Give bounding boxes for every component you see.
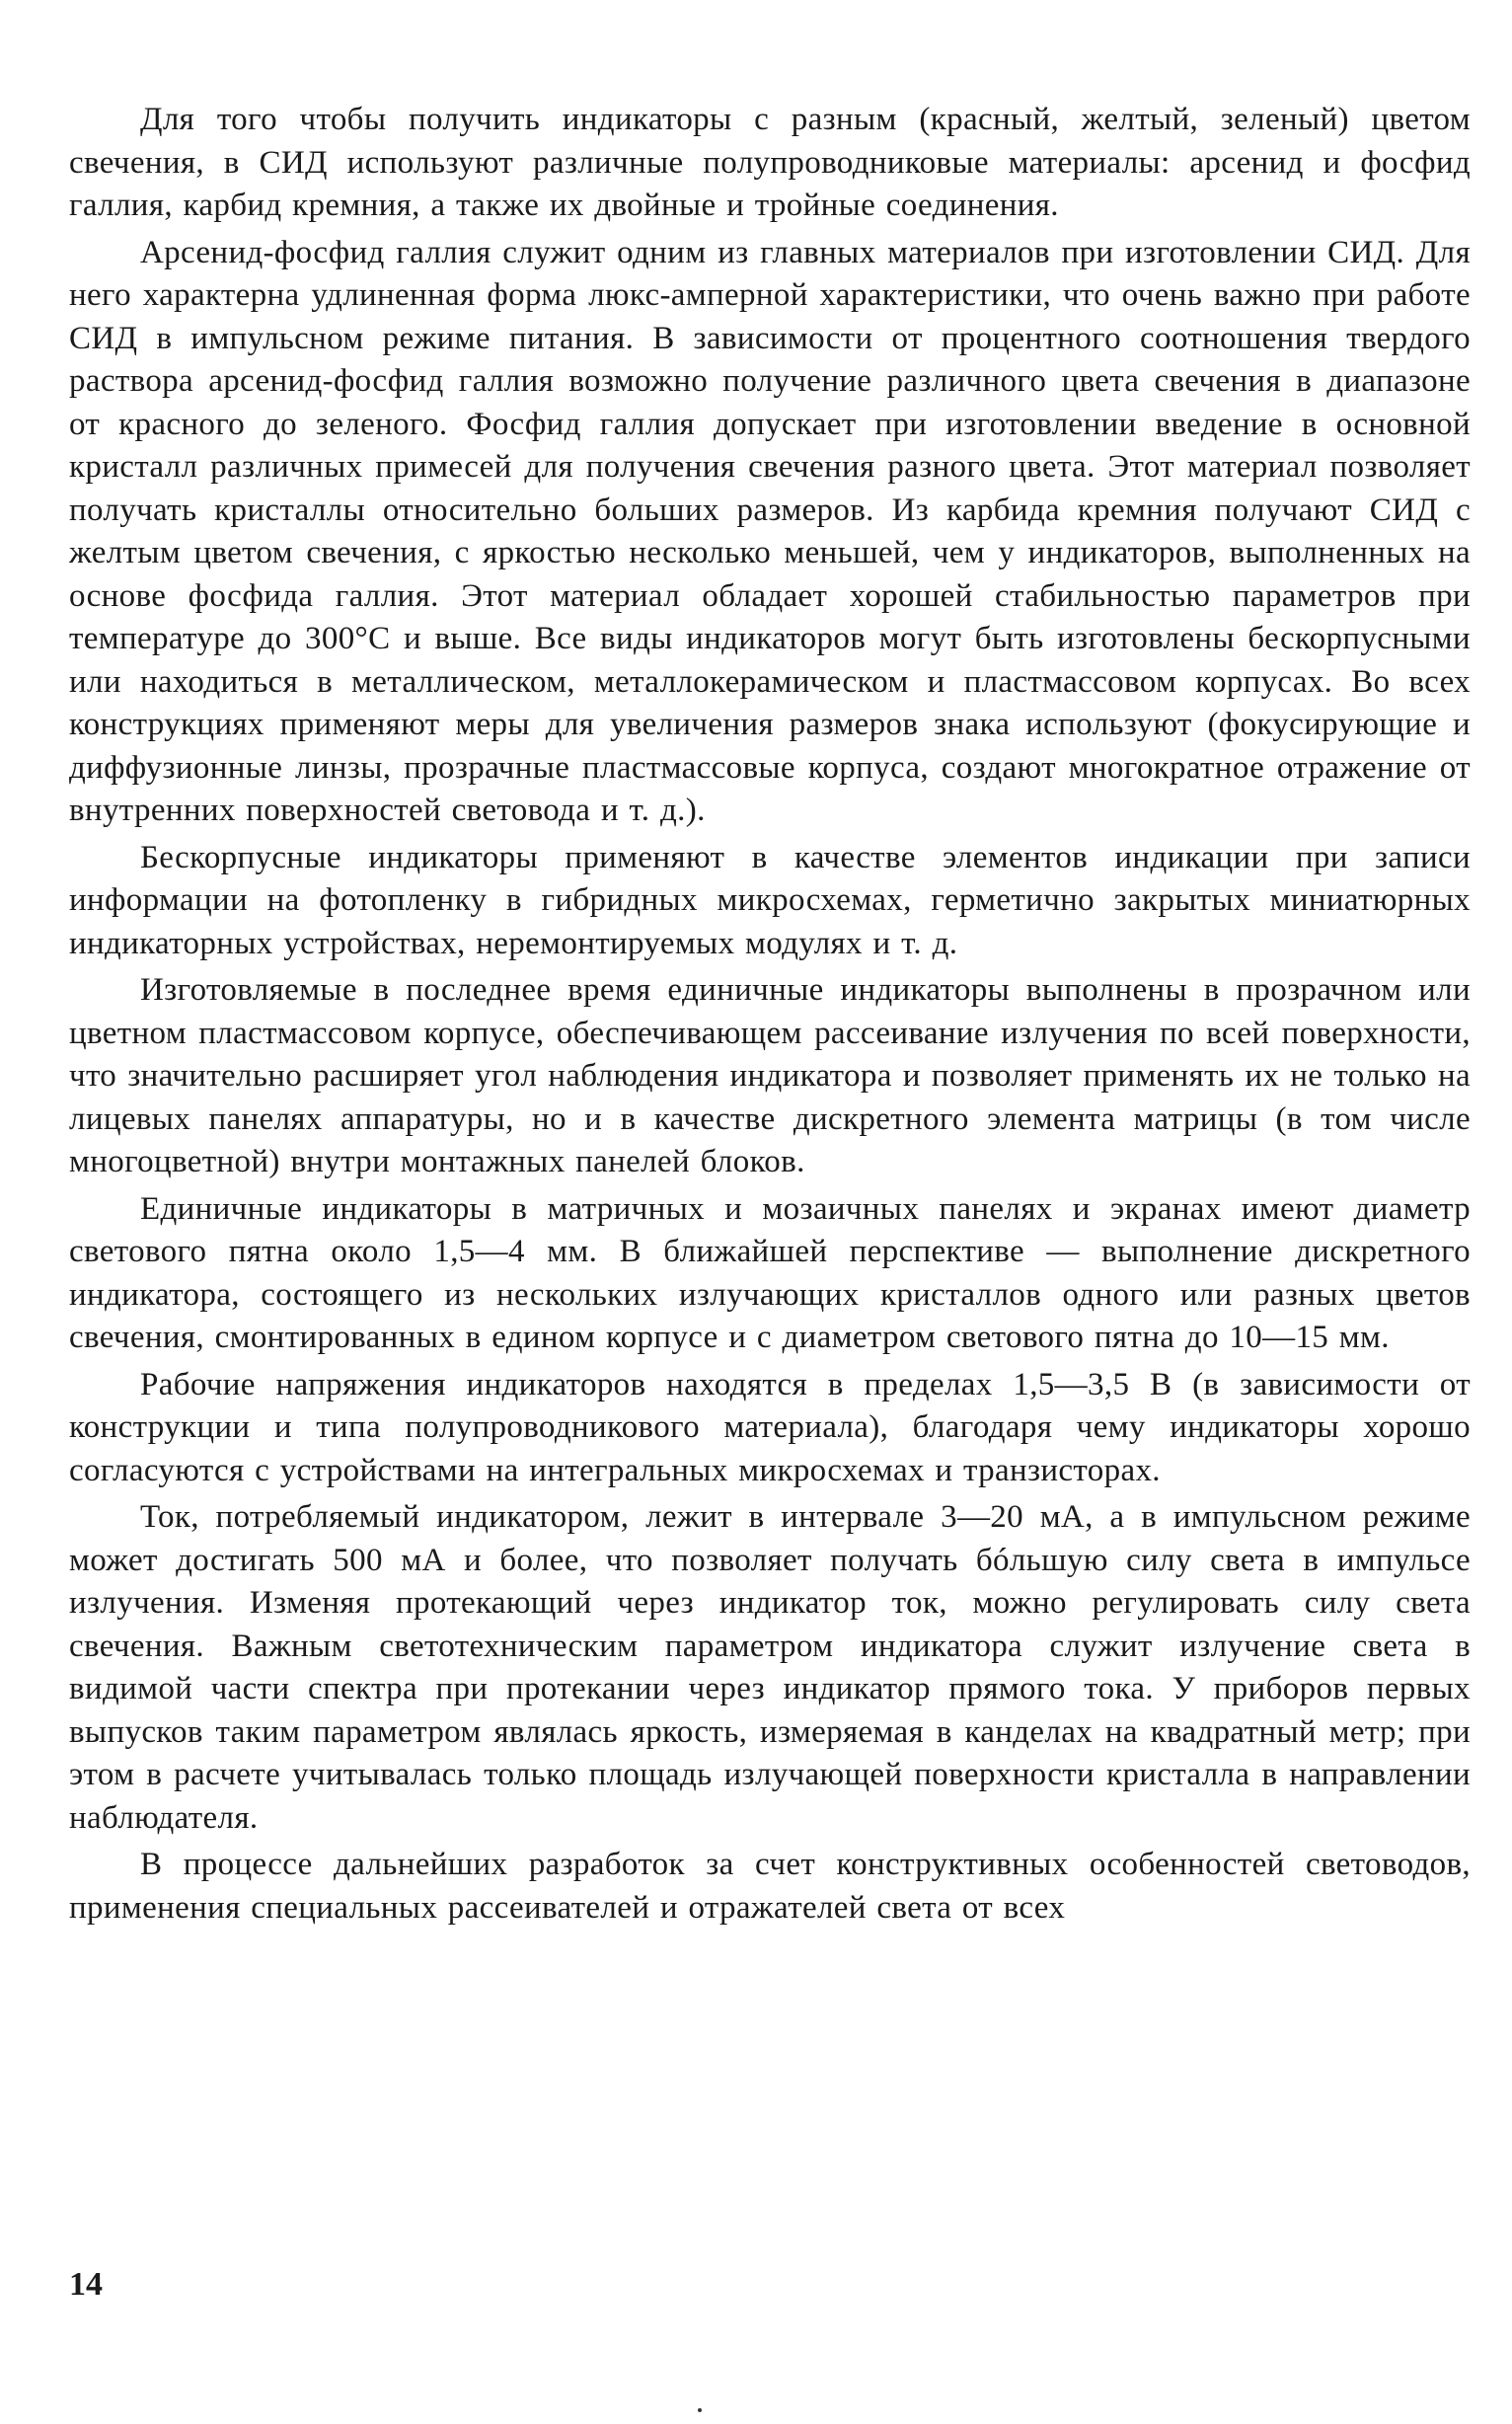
- paragraph-1: Для того чтобы получить индикаторы с разным (красный, желтый, зеленый) цветом свечения, в СИД используют различные полупроводниковые материалы: арсенид и фосфид галлия, карбид кремния, а также их двойные и тройные соединения.: [69, 102, 1471, 223]
- paragraph-7: Ток, потребляемый индикатором, лежит в интервале 3—20 мА, а в импульсном режиме может достигать 500 мА и более, что позволяет получать бóльшую силу света в импульсе излучения. Изменяя протекающий через индикатор ток, можно регулировать силу света свечения. Важным светотехническим параметром индикатора служит излучение света в видимой части спектра при протекании через индикатор прямого тока. У приборов первых выпусков таким параметром являлась яркость, измеряемая в канделах на квадратный метр; при этом в расчете учитывалась только площадь излучающей поверхности кристалла в направлении наблюдателя.: [69, 1499, 1471, 1836]
- paragraph-5: Единичные индикаторы в матричных и мозаичных панелях и экранах имеют диаметр светового пятна около 1,5—4 мм. В ближайшей перспективе — выполнение дискретного индикатора, состоящего из нескольких излучающих кристаллов одного или разных цветов свечения, смонтированных в едином корпусе и с диаметром светового пятна до 10—15 мм.: [69, 1190, 1471, 1355]
- paragraph-2: Арсенид-фосфид галлия служит одним из главных материалов при изготовлении СИД. Для него характерна удлиненная форма люкс-амперной характеристики, что очень важно при работе СИД в импульсном режиме питания. В зависимости от процентного соотношения твердого раствора арсенид-фосфид галлия возможно получение различного цвета свечения в диапазоне от красного до зеленого. Фосфид галлия допускает при изготовлении введение в основной кристалл различных примесей для получения свечения разного цвета. Этот материал позволяет получать кристаллы относительно больших размеров. Из карбида кремния получают СИД с желтым цветом свечения, с яркостью несколько меньшей, чем у индикаторов, выполненных на основе фосфида галлия. Этот материал обладает хорошей стабильностью параметров при температуре до 300°С и выше. Все виды индикаторов могут быть изготовлены бескорпусными или находиться в металлическом, металлокерамическом и пластмассовом корпусах. Во всех конструкциях применяют меры для увеличения размеров знака используют (фокусирующие и диффузионные линзы, прозрачные пластмассовые корпуса, создают многократное отражение от внутренних поверхностей световода и т. д.).: [69, 234, 1471, 828]
- paragraph-3: Бескорпусные индикаторы применяют в качестве элементов индикации при записи информации на фотопленку в гибридных микросхемах, герметично закрытых миниатюрных индикаторных устройствах, неремонтируемых модулях и т. д.: [69, 839, 1471, 961]
- paragraph-8: В процессе дальнейших разработок за счет конструктивных особенностей световодов, применения специальных рассеивателей и отражателей света от всех: [69, 1847, 1471, 1926]
- print-speck: [698, 2408, 702, 2412]
- paragraph-4: Изготовляемые в последнее время единичные индикаторы выполнены в прозрачном или цветном пластмассовом корпусе, обеспечивающем рассеивание излучения по всей поверхности, что значительно расширяет угол наблюдения индикатора и позволяет применять их не только на лицевых панелях аппаратуры, но и в качестве дискретного элемента матрицы (в том числе многоцветной) внутри монтажных панелей блоков.: [69, 972, 1471, 1179]
- page-number: 14: [69, 2266, 103, 2303]
- page-text: [69, 99, 1471, 1933]
- paragraph-6: Рабочие напряжения индикаторов находятся в пределах 1,5—3,5 В (в зависимости от конструкции и типа полупроводникового материала), благодаря чему индикаторы хорошо согласуются с устройствами на интегральных микросхемах и транзисторах.: [69, 1366, 1471, 1488]
